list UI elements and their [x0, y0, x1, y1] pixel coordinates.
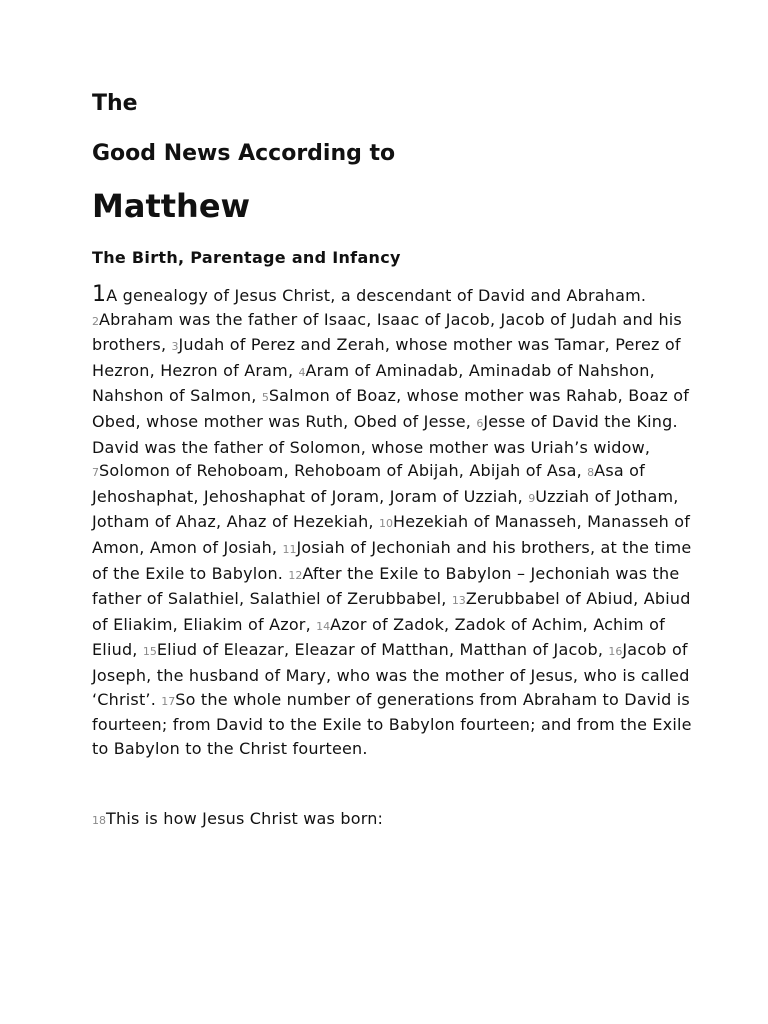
document-page	[92, 88, 692, 833]
verse-number: 18	[92, 814, 106, 828]
verse-text: This is how Jesus Christ was born:	[106, 809, 384, 829]
verse-18-paragraph	[92, 807, 692, 833]
verse-text: So the whole number of generations from Abraham to David is fourteen; from David to the Exile to Babylon fourteen; and from the Exile to Babylon to the Christ fourteen.	[92, 689, 692, 758]
verse-number: 11	[282, 542, 297, 556]
verse-number: 17	[161, 694, 176, 708]
heading-the: The	[92, 91, 138, 116]
verse-text: Uzziah of Jotham, Jotham of Ahaz, Ahaz of Hezekiah,	[92, 486, 679, 532]
section-title: The Birth, Parentage and Infancy	[92, 248, 401, 267]
verse-text: Aram of Aminadab, Aminadab of Nahshon, Nahshon of Salmon,	[92, 360, 655, 406]
verse-number: 16	[608, 645, 623, 659]
verse-number: 10	[379, 517, 393, 531]
verse-number: 12	[288, 568, 303, 582]
book-title: Matthew	[92, 187, 251, 225]
verse-text: Judah of Perez and Zerah, whose mother was Tamar, Perez of Hezron, Hezron of Aram,	[92, 335, 681, 380]
verse-number: 13	[451, 594, 466, 608]
verse-text: Asa of Jehoshaphat, Jehoshaphat of Joram, Joram of Uzziah,	[92, 461, 645, 506]
chapter-number: 1	[92, 282, 107, 307]
verse-number: 2	[92, 314, 99, 328]
verse-text: Zerubbabel of Abiud, Abiud of Eliakim, Eliakim of Azor,	[92, 589, 691, 634]
verse-text: Azor of Zadok, Zadok of Achim, Achim of Eliud,	[92, 614, 665, 660]
verse-text: Jacob of Joseph, the husband of Mary, who was the mother of Jesus, who is called ‘Christ’.	[92, 640, 690, 709]
verse-number: 9	[528, 491, 536, 505]
verses-container	[92, 286, 692, 758]
verse-number: 6	[476, 416, 484, 430]
verse-number: 7	[92, 466, 99, 480]
verse-number: 3	[171, 340, 179, 354]
verse-number: 4	[298, 365, 306, 379]
verse-text: Salmon of Boaz, whose mother was Rahab, Boaz of Obed, whose mother was Ruth, Obed of Jesse,	[92, 386, 690, 431]
verse-text: Abraham was the father of Isaac, Isaac of Jacob, Jacob of Judah and his brothers,	[92, 309, 682, 355]
verse-number: 5	[261, 391, 269, 405]
verse-text: A genealogy of Jesus Christ, a descendant of David and Abraham.	[106, 286, 647, 305]
chapter-1-paragraph	[92, 284, 692, 760]
verse-text: Eliud of Eleazar, Eleazar of Matthan, Matthan of Jacob,	[156, 640, 609, 660]
verse-text: Hezekiah of Manasseh, Manasseh of Amon, Amon of Josiah,	[92, 512, 691, 557]
verse-text: Josiah of Jechoniah and his brothers, at the time of the Exile to Babylon.	[92, 537, 692, 583]
verse-number: 15	[142, 645, 157, 659]
verse-text: Solomon of Rehoboam, Rehoboam of Abijah, Abijah of Asa,	[99, 461, 588, 481]
verse-number: 14	[316, 619, 331, 633]
verse-text: Jesse of David the King. David was the father of Solomon, whose mother was Uriah’s widow,	[92, 411, 678, 457]
verse-number: 8	[587, 466, 595, 480]
heading-good-news: Good News According to	[92, 141, 396, 166]
verse-text: After the Exile to Babylon – Jechoniah was the father of Salathiel, Salathiel of Zerubbabel,	[92, 563, 680, 609]
